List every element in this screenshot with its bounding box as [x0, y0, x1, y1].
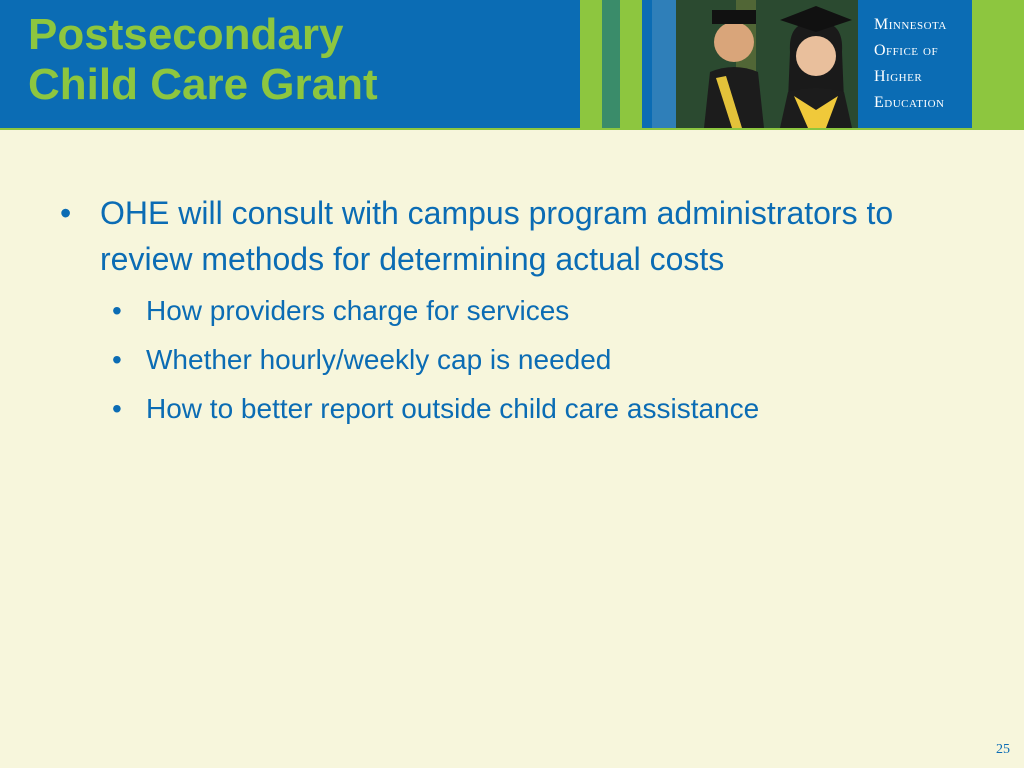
bullet-icon: • [112, 344, 122, 375]
graduates-photo [676, 0, 858, 128]
decorative-stripe [602, 0, 620, 128]
sub-bullet-item [60, 335, 980, 384]
graduates-illustration [676, 0, 858, 128]
slide-body [60, 190, 980, 433]
organization-logo [860, 0, 970, 128]
decorative-stripe [620, 0, 642, 128]
decorative-stripe [642, 0, 652, 128]
right-accent-panel [972, 0, 1024, 128]
bullet-list [60, 190, 980, 282]
logo-line-4: Education [874, 94, 945, 111]
slide-title-line-2: Child Care Grant [28, 60, 378, 109]
sub-bullet-text: How providers charge for services [146, 295, 570, 326]
bullet-icon: • [60, 195, 72, 231]
bullet-icon: • [112, 393, 122, 424]
page-number: 25 [996, 742, 1010, 757]
logo-line-1: Minnesota [874, 16, 947, 33]
sub-bullet-text: How to better report outside child care assistance [146, 393, 760, 424]
sub-bullet-item [60, 384, 980, 433]
decorative-stripe [580, 0, 602, 128]
sub-bullet-text: Whether hourly/weekly cap is needed [146, 344, 612, 375]
logo-line-2: Office of [874, 42, 939, 59]
header-divider [0, 128, 1024, 130]
header-banner [0, 0, 1024, 130]
slide-title-line-1: Postsecondary [28, 10, 344, 59]
sub-bullet-item [60, 286, 980, 335]
logo-line-3: Higher [874, 68, 923, 85]
main-bullet-text: OHE will consult with campus program administrators to review methods for determining actual costs [100, 195, 894, 277]
decorative-stripe [652, 0, 676, 128]
sub-bullet-list [60, 286, 980, 433]
bullet-icon: • [112, 295, 122, 326]
slide-title [28, 10, 378, 110]
main-bullet-item [60, 190, 980, 282]
